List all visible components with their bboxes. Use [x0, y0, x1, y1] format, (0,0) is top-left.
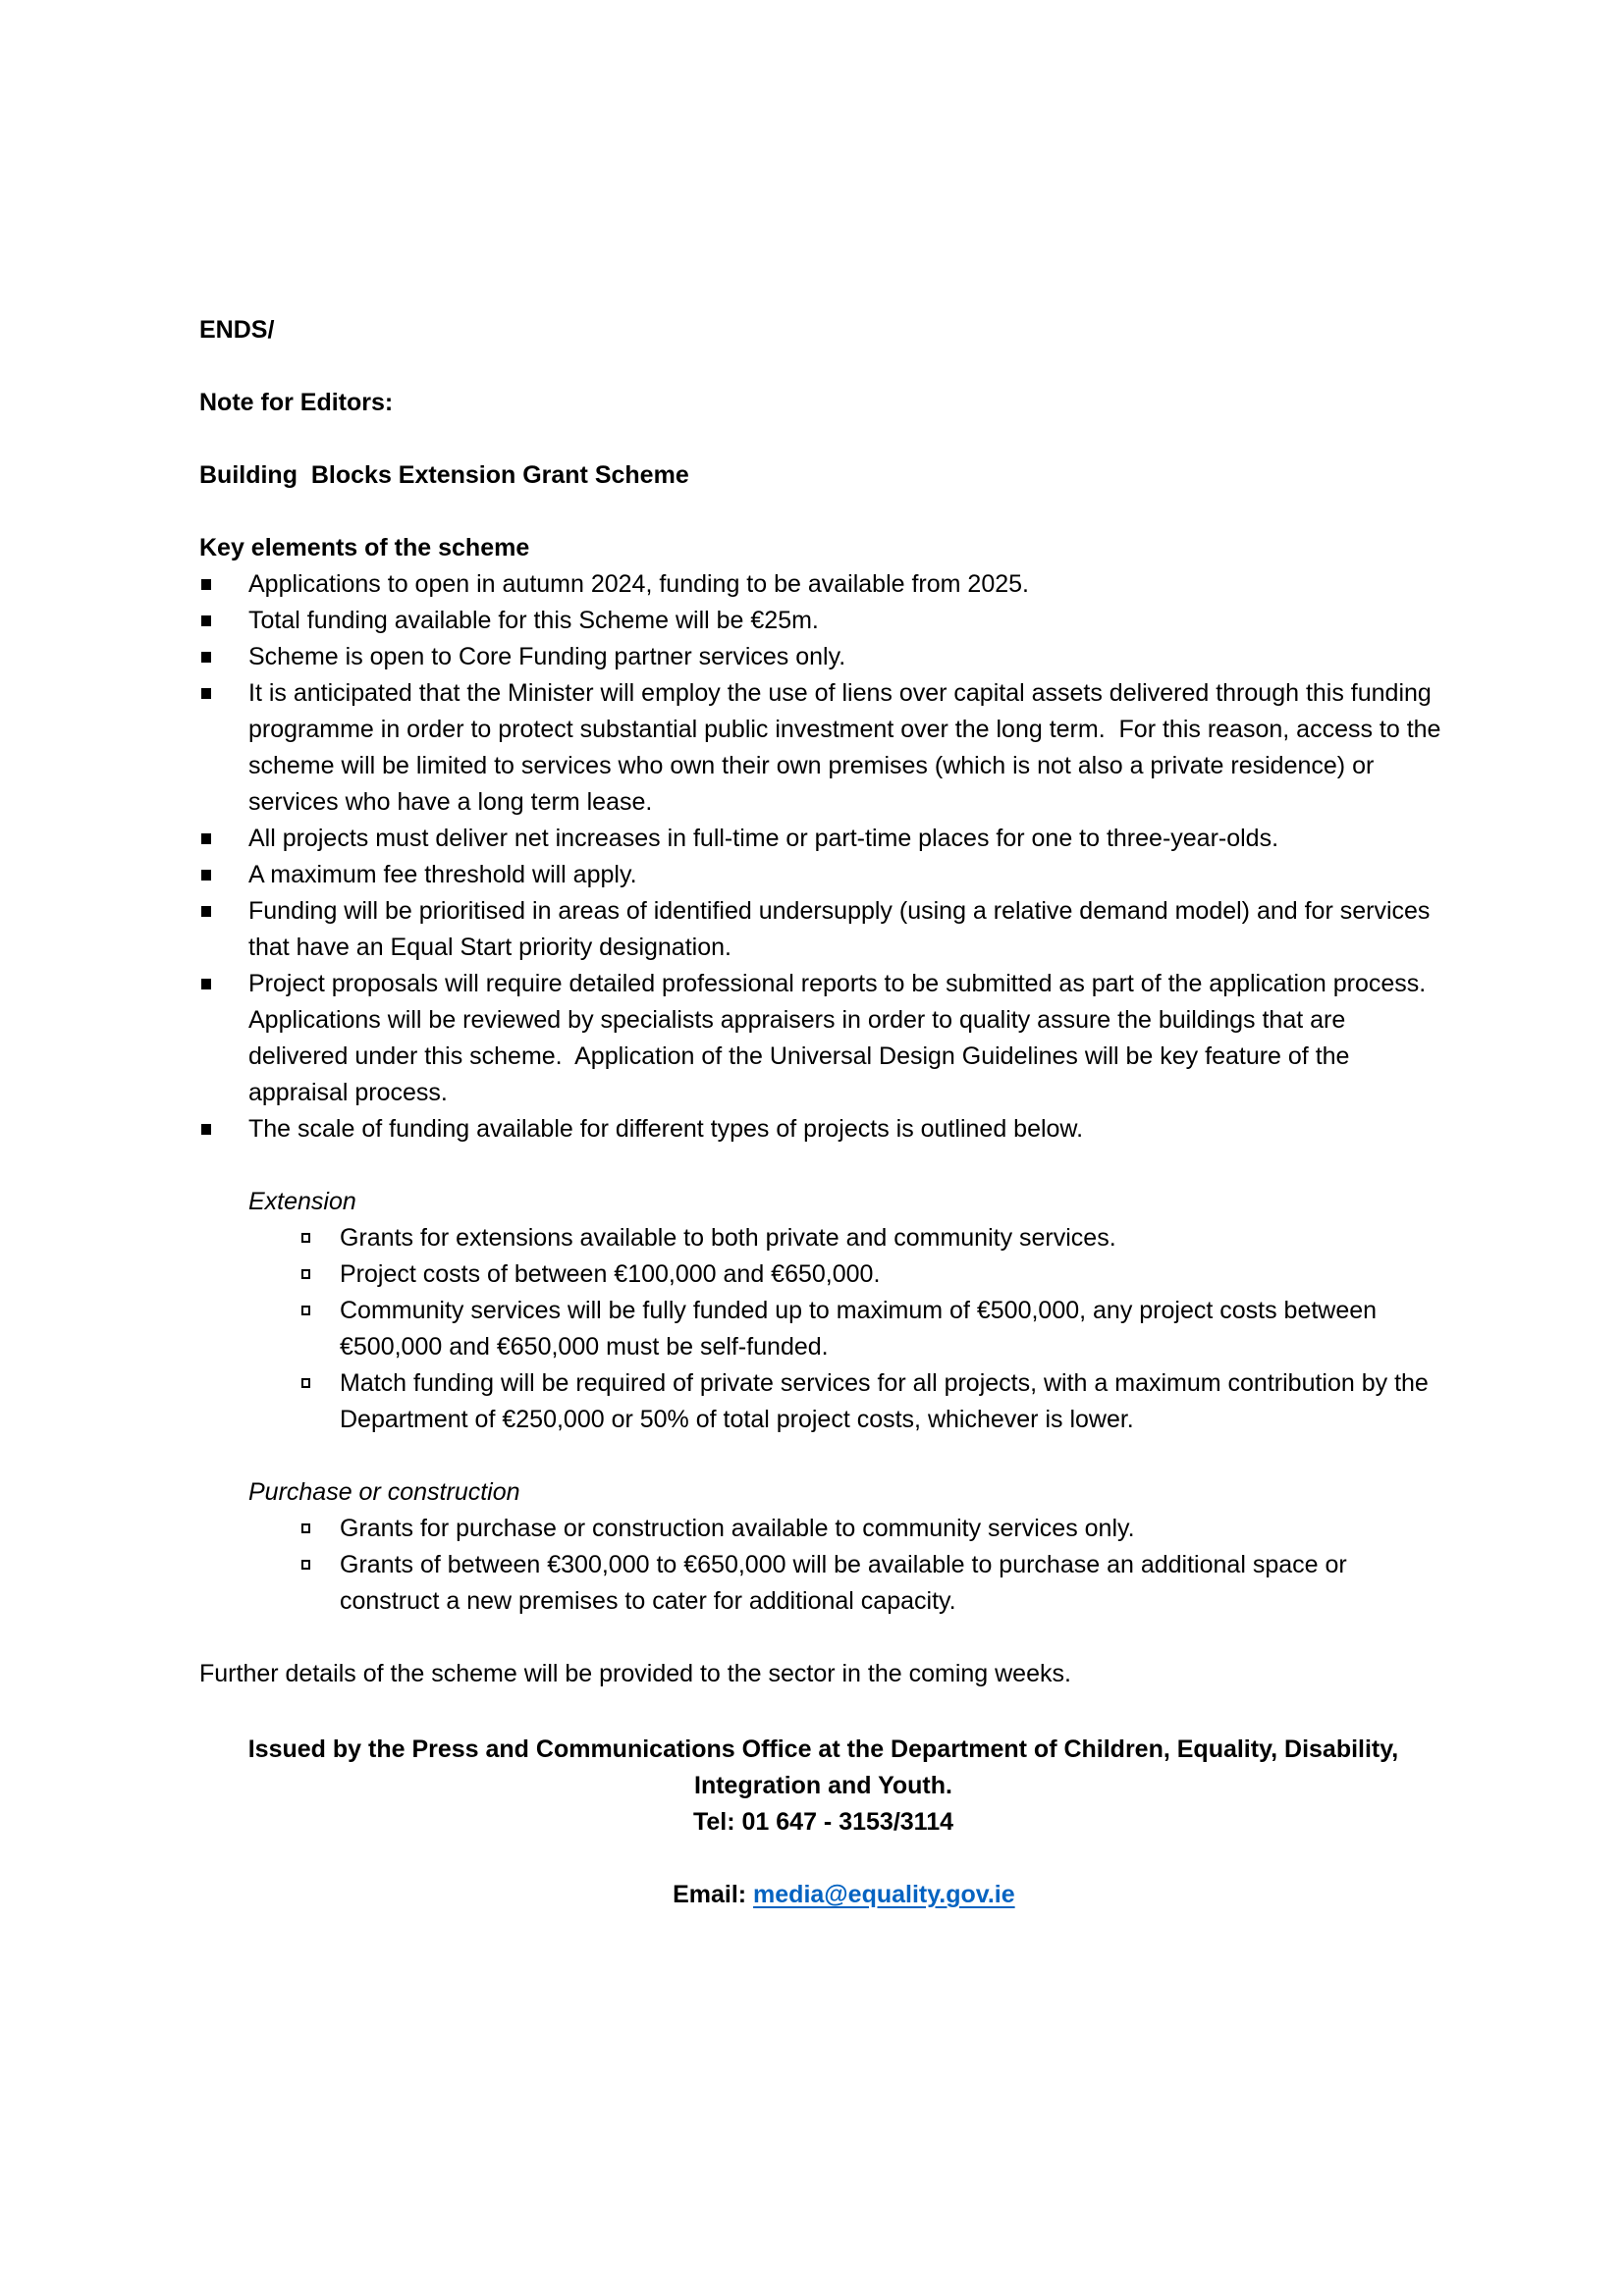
list-item — [199, 566, 1447, 603]
purchase-or-construction-list — [199, 1511, 1447, 1620]
list-item-text: Community services will be fully funded up to maximum of €500,000, any project costs between €500,000 and €650,000 must be self-funded. — [340, 1297, 1384, 1361]
closing-paragraph: Further details of the scheme will be provided to the sector in the coming weeks. — [199, 1660, 1071, 1687]
hollow-square-bullet-icon — [301, 1560, 310, 1570]
tel-line: Tel: 01 647 - 3153/3114 — [692, 1808, 953, 1836]
hollow-square-bullet-icon — [301, 1269, 310, 1279]
filled-square-bullet-icon — [201, 615, 211, 626]
list-item — [199, 893, 1447, 966]
issued-by-line: Issued by the Press and Communications Office at the Department of Children, Equality, Disability, Integration and Youth. — [247, 1735, 1406, 1799]
note-for-editors-heading: Note for Editors: — [199, 389, 394, 416]
hollow-square-bullet-icon — [301, 1306, 310, 1315]
hollow-square-bullet-icon — [301, 1523, 310, 1533]
key-elements-list — [199, 566, 1447, 1148]
list-item-text: Grants for purchase or construction available to community services only. — [340, 1515, 1135, 1542]
list-item — [199, 1511, 1447, 1547]
list-item — [199, 1293, 1447, 1365]
list-item — [199, 1220, 1447, 1256]
filled-square-bullet-icon — [201, 1124, 211, 1135]
list-item-text: Grants for extensions available to both private and community services. — [340, 1224, 1116, 1252]
list-item — [199, 966, 1447, 1111]
extension-list — [199, 1220, 1447, 1438]
list-item-text: All projects must deliver net increases in full-time or part-time places for one to three-year-olds. — [248, 825, 1279, 852]
footer-contact-block — [199, 1732, 1447, 1949]
section-title-purchase-or-construction: Purchase or construction — [248, 1478, 520, 1506]
email-line — [199, 1841, 1447, 1949]
filled-square-bullet-icon — [201, 870, 211, 881]
list-item-text: A maximum fee threshold will apply. — [248, 861, 637, 888]
list-item-text: The scale of funding available for different types of projects is outlined below. — [248, 1115, 1084, 1143]
list-item-text: It is anticipated that the Minister will employ the use of liens over capital assets delivered through this funding programme in order to protect substantial public investment over the long term. For this reason, access to the scheme will be limited to services who own their own premises (which is not also a private residence) or services who have a long term lease. — [248, 679, 1448, 816]
ends-marker: ENDS/ — [199, 316, 275, 344]
list-item — [199, 821, 1447, 857]
list-item — [199, 1547, 1447, 1620]
list-item — [199, 1256, 1447, 1293]
list-item-text: Funding will be prioritised in areas of identified undersupply (using a relative demand model) and for services that have an Equal Start priority designation. — [248, 897, 1437, 961]
list-item — [199, 639, 1447, 675]
list-item-text: Applications to open in autumn 2024, funding to be available from 2025. — [248, 570, 1029, 598]
list-item-text: Project costs of between €100,000 and €650,000. — [340, 1260, 881, 1288]
list-item-text: Project proposals will require detailed professional reports to be submitted as part of the application process. Applications will be reviewed by specialists appraisers in order to quality assure the buildings that are delivered under this scheme. Application of the Universal Design Guidelines will be key feature of the appraisal process. — [248, 970, 1438, 1106]
hollow-square-bullet-icon — [301, 1233, 310, 1243]
scheme-title: Building Blocks Extension Grant Scheme — [199, 461, 689, 489]
list-item-text: Match funding will be required of private services for all projects, with a maximum contribution by the Department of €250,000 or 50% of total project costs, whichever is lower. — [340, 1369, 1435, 1433]
key-elements-heading: Key elements of the scheme — [199, 534, 530, 561]
list-item — [199, 1365, 1447, 1438]
filled-square-bullet-icon — [201, 652, 211, 663]
list-item — [199, 603, 1447, 639]
hollow-square-bullet-icon — [301, 1378, 310, 1388]
email-label: Email: — [673, 1881, 754, 1908]
filled-square-bullet-icon — [201, 833, 211, 844]
list-item-text: Scheme is open to Core Funding partner services only. — [248, 643, 846, 670]
list-item — [199, 857, 1447, 893]
filled-square-bullet-icon — [201, 979, 211, 989]
list-item-text: Grants of between €300,000 to €650,000 will be available to purchase an additional space or construct a new premises to cater for additional capacity. — [340, 1551, 1354, 1615]
list-item-text: Total funding available for this Scheme will be €25m. — [248, 607, 819, 634]
email-link[interactable]: media@equality.gov.ie — [753, 1881, 1015, 1908]
list-item — [199, 675, 1447, 821]
filled-square-bullet-icon — [201, 579, 211, 590]
filled-square-bullet-icon — [201, 688, 211, 699]
filled-square-bullet-icon — [201, 906, 211, 917]
section-title-extension: Extension — [248, 1188, 356, 1215]
list-item — [199, 1111, 1447, 1148]
